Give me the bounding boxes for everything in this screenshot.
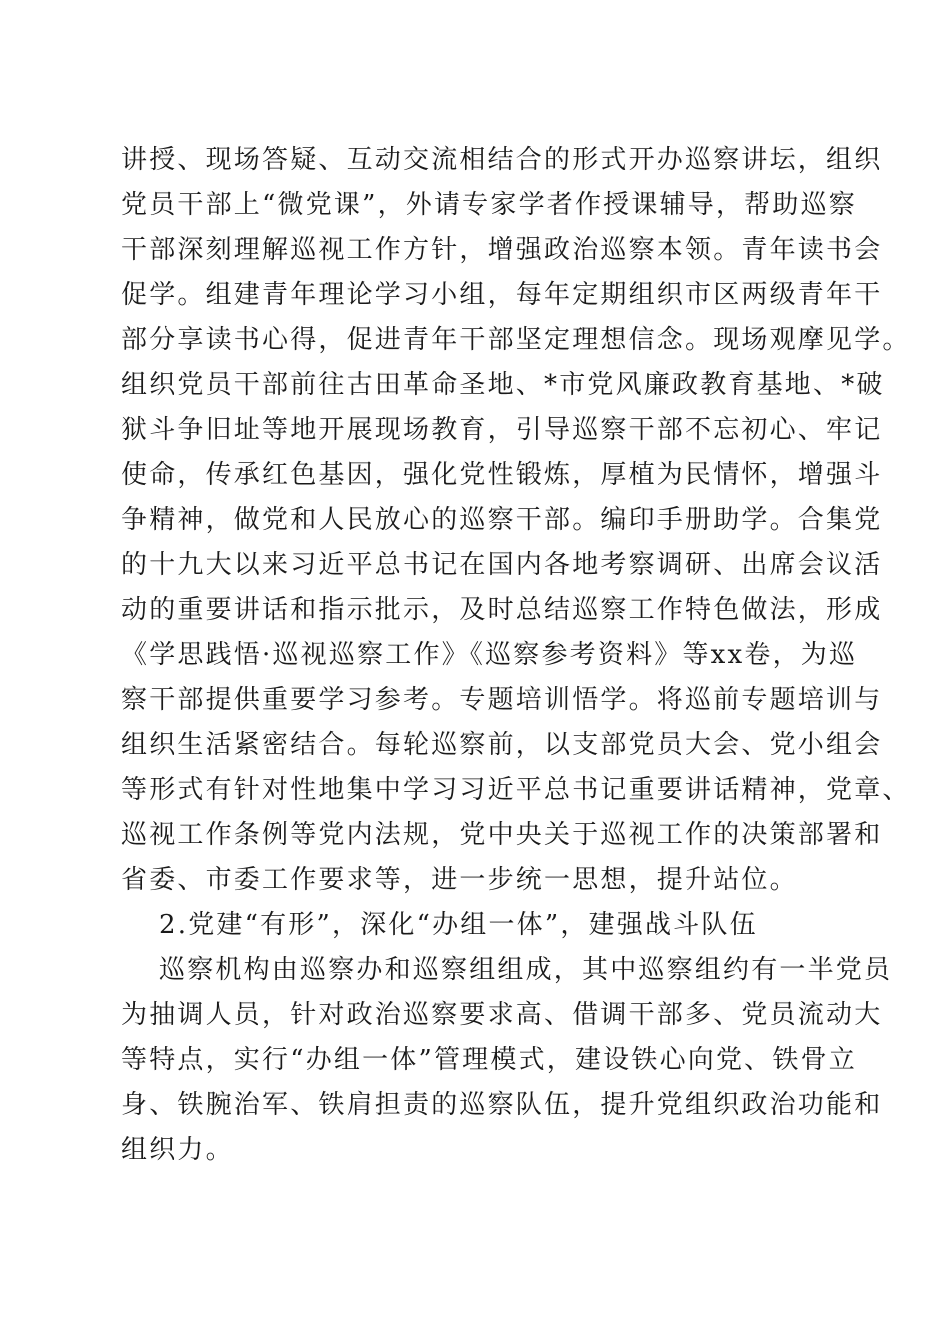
text-line: 组织生活紧密结合。每轮巡察前，以支部党员大会、党小组会	[121, 730, 883, 760]
text-line: 干部深刻理解巡视工作方针，增强政治巡察本领。青年读书会	[121, 235, 883, 265]
text-line: 察干部提供重要学习参考。专题培训悟学。将巡前专题培训与	[121, 685, 883, 715]
text-line: 等特点，实行“办组一体”管理模式，建设铁心向党、铁骨立	[121, 1045, 857, 1075]
text-line: 《学思践悟·巡视巡察工作》《巡察参考资料》等xx卷，为巡	[121, 640, 858, 670]
text-line: 促学。组建青年理论学习小组，每年定期组织市区两级青年干	[121, 280, 883, 310]
text-line: 组织力。	[121, 1135, 234, 1165]
text-line: 争精神，做党和人民放心的巡察干部。编印手册助学。合集党	[121, 505, 883, 535]
text-line: 巡察机构由巡察办和巡察组组成，其中巡察组约有一半党员	[159, 955, 893, 985]
text-line: 狱斗争旧址等地开展现场教育，引导巡察干部不忘初心、牢记	[121, 415, 883, 445]
text-line: 讲授、现场答疑、互动交流相结合的形式开办巡察讲坛，组织	[121, 145, 883, 175]
text-line: 的十九大以来习近平总书记在国内各地考察调研、出席会议活	[121, 550, 883, 580]
text-line: 组织党员干部前往古田革命圣地、*市党风廉政教育基地、*破	[121, 370, 885, 400]
text-line: 使命，传承红色基因，强化党性锻炼，厚植为民情怀，增强斗	[121, 460, 883, 490]
text-line: 省委、市委工作要求等，进一步统一思想，提升站位。	[121, 865, 798, 895]
text-line: 巡视工作条例等党内法规，党中央关于巡视工作的决策部署和	[121, 820, 883, 850]
text-line: 动的重要讲话和指示批示，及时总结巡察工作特色做法，形成	[121, 595, 883, 625]
text-line: 为抽调人员，针对政治巡察要求高、借调干部多、党员流动大	[121, 1000, 883, 1030]
section-heading: 2.党建“有形”，深化“办组一体”，建强战斗队伍	[159, 910, 758, 940]
text-line: 等形式有针对性地集中学习习近平总书记重要讲话精神，党章、	[121, 775, 911, 805]
text-line: 部分享读书心得，促进青年干部坚定理想信念。现场观摩见学。	[121, 325, 911, 355]
text-line: 身、铁腕治军、铁肩担责的巡察队伍，提升党组织政治功能和	[121, 1090, 883, 1120]
text-line: 党员干部上“微党课”，外请专家学者作授课辅导，帮助巡察	[121, 190, 857, 220]
